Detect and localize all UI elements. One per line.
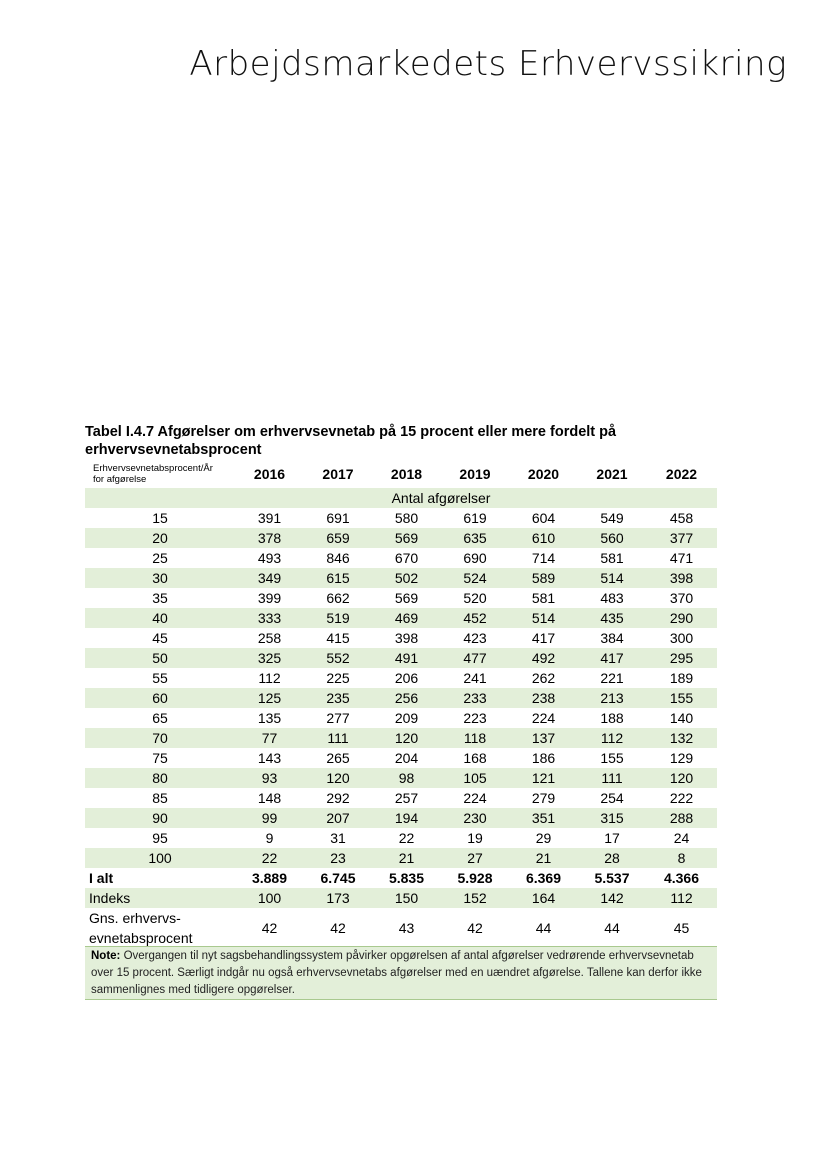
table-cell: 125: [235, 688, 304, 708]
table-cell: 256: [372, 688, 441, 708]
table-cell: 5.928: [457, 870, 493, 886]
corner-label-line1: Erhvervsevnetabsprocent/År: [93, 463, 213, 474]
row-label: 85: [152, 790, 168, 806]
table-cell: 514: [578, 568, 646, 588]
table-cell: 483: [600, 590, 624, 606]
table-cell: 502: [372, 568, 441, 588]
table-cell: 225: [326, 670, 350, 686]
table-cell: 477: [441, 648, 509, 668]
table-cell: 265: [326, 750, 350, 766]
table-cell: 458: [669, 510, 694, 526]
unit-label: Antal afgørelser: [85, 488, 717, 508]
table-cell: 417: [578, 648, 646, 668]
table-cell: 423: [463, 630, 487, 646]
table-cell: 333: [235, 608, 304, 628]
table-cell: 223: [463, 710, 487, 726]
table-cell: 493: [257, 550, 282, 566]
row-label: Indeks: [85, 888, 235, 908]
header-row: [85, 460, 717, 488]
table-cell: 589: [509, 568, 578, 588]
table-cell: 471: [669, 550, 694, 566]
table-cell: 188: [600, 710, 624, 726]
table-cell: 23: [304, 848, 372, 868]
table-cell: 415: [326, 630, 350, 646]
table-cell: 520: [463, 590, 487, 606]
table-cell: 21: [509, 848, 578, 868]
table-cell: 519: [304, 608, 372, 628]
table-cell: 155: [600, 750, 624, 766]
table-cell: 22: [235, 848, 304, 868]
table-cell: 670: [394, 550, 419, 566]
table-cell: 22: [398, 830, 415, 846]
table-cell: 690: [463, 550, 487, 566]
row-label: [85, 908, 235, 948]
brand-title: Arbejdsmarkedets Erhvervssikring: [189, 44, 787, 84]
table-cell: 148: [257, 790, 282, 806]
table-cell: 105: [441, 768, 509, 788]
table-cell: 241: [463, 670, 487, 686]
row-label: 40: [85, 608, 235, 628]
table-cell: 846: [326, 550, 350, 566]
table-cell: 173: [304, 888, 372, 908]
row-label: 75: [152, 750, 168, 766]
year-header: 2018: [390, 466, 423, 482]
table-cell: 135: [257, 710, 282, 726]
table-cell: 118: [441, 728, 509, 748]
table-cell: 604: [531, 510, 556, 526]
table-cell: 112: [578, 728, 646, 748]
table-row: [85, 648, 717, 668]
table-cell: 391: [257, 510, 282, 526]
table-cell: 399: [257, 590, 282, 606]
table-cell: 17: [604, 830, 620, 846]
table-cell: 610: [509, 528, 578, 548]
year-header: 2021: [596, 466, 628, 482]
table-cell: 417: [531, 630, 556, 646]
table-cell: 619: [463, 510, 487, 526]
table-cell: 254: [600, 790, 624, 806]
table-cell: 659: [304, 528, 372, 548]
table-row: [85, 608, 717, 628]
row-label: I alt: [89, 870, 114, 886]
table-cell: 120: [304, 768, 372, 788]
year-header: 2020: [527, 466, 560, 482]
table-cell: 42: [261, 920, 278, 936]
table-cell: 452: [441, 608, 509, 628]
table-cell: 152: [441, 888, 509, 908]
row-label: 30: [85, 568, 235, 588]
table-cell: 44: [535, 920, 552, 936]
table-cell: 45: [673, 920, 690, 936]
table-cell: 349: [235, 568, 304, 588]
table-cell: 5.835: [388, 870, 425, 886]
table-row: [85, 588, 717, 608]
row-label: 25: [152, 550, 168, 566]
table-cell: 398: [646, 568, 717, 588]
table-cell: 221: [600, 670, 624, 686]
corner-label-line2: for afgørelse: [93, 474, 147, 485]
table-row: [85, 568, 717, 588]
table-row: [85, 688, 717, 708]
table-cell: 8: [646, 848, 717, 868]
table-cell: 111: [304, 728, 372, 748]
table-cell: 9: [265, 830, 274, 846]
table-cell: 315: [578, 808, 646, 828]
table-cell: 93: [235, 768, 304, 788]
table-cell: 27: [441, 848, 509, 868]
table-cell: 224: [463, 790, 487, 806]
row-label: 80: [85, 768, 235, 788]
corner-label: [85, 460, 235, 488]
table-cell: 121: [509, 768, 578, 788]
table-cell: 189: [669, 670, 694, 686]
data-table: [85, 460, 717, 948]
table-row: [85, 708, 717, 728]
note-text: Overgangen til nyt sagsbehandlingssystem påvirker opgørelsen af antal afgørelser vedrørende erhvervsevnetab over 15 procent. Særligt indgår nu også erhvervsevnetabs afgørelser med en uændret afgørelse. Tallene kan derfor ikke sammenlignes med tidligere opgørelser.: [91, 950, 702, 996]
table-cell: 288: [646, 808, 717, 828]
table-row: [85, 848, 717, 868]
year-header: 2016: [253, 466, 286, 482]
table-cell: 142: [578, 888, 646, 908]
table-cell: 77: [235, 728, 304, 748]
table-cell: 277: [326, 710, 350, 726]
table-cell: 194: [372, 808, 441, 828]
row-label: 50: [85, 648, 235, 668]
table-cell: 3.889: [251, 870, 288, 886]
table-title: Tabel I.4.7 Afgørelser om erhvervsevnetab på 15 procent eller mere fordelt på erhvervsevnetabsprocent: [85, 424, 617, 458]
row-label: 95: [152, 830, 168, 846]
table-cell: 235: [304, 688, 372, 708]
table-cell: 469: [372, 608, 441, 628]
table-cell: 140: [669, 710, 694, 726]
table-cell: 42: [467, 920, 483, 936]
table-cell: 230: [441, 808, 509, 828]
table-cell: 168: [463, 750, 487, 766]
table-cell: 19: [467, 830, 483, 846]
table-cell: 238: [509, 688, 578, 708]
table-cell: 31: [330, 830, 346, 846]
table-cell: 292: [326, 790, 350, 806]
table-cell: 222: [669, 790, 694, 806]
table-cell: 662: [326, 590, 350, 606]
table-cell: 552: [304, 648, 372, 668]
table-cell: 581: [600, 550, 624, 566]
table-cell: 213: [578, 688, 646, 708]
table-cell: 325: [235, 648, 304, 668]
table-cell: 143: [257, 750, 282, 766]
table-cell: 150: [372, 888, 441, 908]
row-label: 100: [85, 848, 235, 868]
table-cell: 384: [600, 630, 624, 646]
row-label: 20: [85, 528, 235, 548]
table-cell: 290: [646, 608, 717, 628]
table-cell: 204: [394, 750, 419, 766]
gns-label-line2: evnetabsprocent: [89, 930, 193, 946]
table-cell: 99: [235, 808, 304, 828]
table-cell: 262: [531, 670, 556, 686]
table-cell: 4.366: [663, 870, 700, 886]
unit-row: [85, 488, 717, 508]
table-cell: 5.537: [594, 870, 630, 886]
gns-row: [85, 908, 717, 948]
table-cell: 43: [398, 920, 415, 936]
table-cell: 111: [578, 768, 646, 788]
row-label: 90: [85, 808, 235, 828]
year-header: 2019: [459, 466, 491, 482]
table-cell: 351: [509, 808, 578, 828]
row-label: 70: [85, 728, 235, 748]
table-cell: 635: [441, 528, 509, 548]
year-header: 2022: [665, 466, 698, 482]
table-cell: 44: [604, 920, 620, 936]
table-row: [85, 808, 717, 828]
table-cell: 580: [394, 510, 419, 526]
table-cell: 155: [646, 688, 717, 708]
year-header: 2017: [322, 466, 354, 482]
table-note: [85, 946, 717, 1000]
table-cell: 209: [394, 710, 419, 726]
total-row: [85, 868, 717, 888]
table-cell: 207: [304, 808, 372, 828]
row-label: 65: [152, 710, 168, 726]
table-cell: 224: [531, 710, 556, 726]
table-cell: 370: [669, 590, 694, 606]
table-cell: 100: [235, 888, 304, 908]
table-cell: 714: [531, 550, 556, 566]
table-cell: 186: [531, 750, 556, 766]
table-cell: 120: [646, 768, 717, 788]
table-cell: 98: [372, 768, 441, 788]
table-row: [85, 828, 717, 848]
row-label: 45: [152, 630, 168, 646]
table-cell: 377: [646, 528, 717, 548]
table-cell: 137: [509, 728, 578, 748]
table-cell: 560: [578, 528, 646, 548]
table-cell: 28: [578, 848, 646, 868]
table-cell: 129: [669, 750, 694, 766]
table-cell: 378: [235, 528, 304, 548]
table-cell: 24: [673, 830, 690, 846]
table-cell: 514: [509, 608, 578, 628]
table-row: [85, 548, 717, 568]
table-row: [85, 748, 717, 768]
table-row: [85, 528, 717, 548]
table-cell: 581: [531, 590, 556, 606]
table-cell: 257: [394, 790, 419, 806]
note-label: Note:: [91, 950, 121, 962]
row-label: 35: [152, 590, 168, 606]
row-label: 55: [152, 670, 168, 686]
table-cell: 29: [535, 830, 552, 846]
table-cell: 206: [394, 670, 419, 686]
table-cell: 6.369: [525, 870, 562, 886]
table-cell: 549: [600, 510, 624, 526]
table-cell: 615: [304, 568, 372, 588]
table-cell: 279: [531, 790, 556, 806]
table-row: [85, 628, 717, 648]
table-cell: 120: [372, 728, 441, 748]
table-row: [85, 788, 717, 808]
table-cell: 492: [509, 648, 578, 668]
table-cell: 435: [578, 608, 646, 628]
row-label: 15: [152, 510, 168, 526]
row-label: 60: [85, 688, 235, 708]
table-cell: 112: [258, 670, 281, 686]
table-cell: 233: [441, 688, 509, 708]
table-cell: 42: [330, 920, 346, 936]
table-cell: 300: [669, 630, 694, 646]
table-cell: 524: [441, 568, 509, 588]
gns-label-line1: Gns. erhvervs-: [89, 910, 181, 926]
table-cell: 258: [257, 630, 282, 646]
table-cell: 132: [646, 728, 717, 748]
indeks-row: [85, 888, 717, 908]
table-row: [85, 768, 717, 788]
table-cell: 398: [394, 630, 419, 646]
table-cell: 6.745: [320, 870, 356, 886]
table-cell: 21: [372, 848, 441, 868]
table-cell: 691: [326, 510, 350, 526]
table-cell: 569: [394, 590, 419, 606]
table-cell: 112: [646, 888, 717, 908]
table-row: [85, 728, 717, 748]
table-cell: 569: [372, 528, 441, 548]
table-cell: 164: [509, 888, 578, 908]
table-row: [85, 508, 717, 528]
table-row: [85, 668, 717, 688]
table-cell: 491: [372, 648, 441, 668]
table-cell: 295: [646, 648, 717, 668]
